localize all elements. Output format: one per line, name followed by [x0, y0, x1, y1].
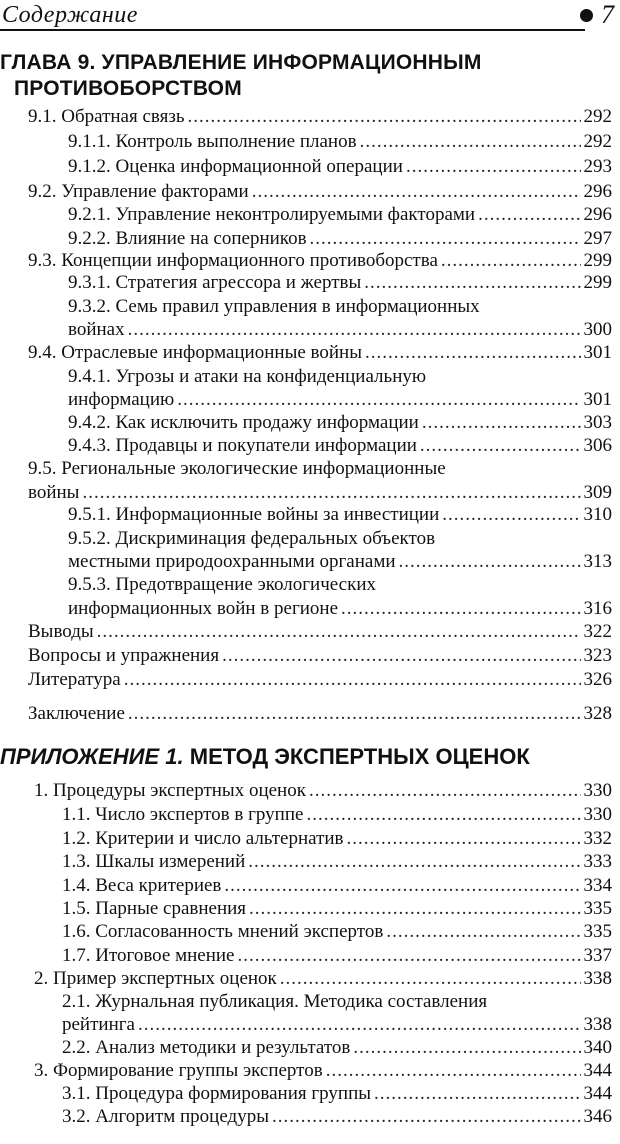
toc-entry [28, 250, 612, 272]
toc-entry-label: информационных войн в регионе [68, 598, 339, 619]
toc-entry-page: 292 [583, 106, 612, 127]
toc-entry-page: 306 [583, 435, 612, 456]
toc-entry-page: 316 [583, 598, 612, 619]
dot-leader [442, 504, 580, 526]
toc-entry-page: 322 [583, 621, 612, 642]
bullet-dot-icon [580, 9, 593, 22]
toc-entry-label: 2. Пример экспертных оценок [34, 968, 277, 989]
dot-leader [272, 1106, 581, 1128]
dot-leader [347, 828, 581, 850]
toc-entry-page: 300 [583, 319, 612, 340]
page-number-block [580, 0, 614, 30]
toc-entry-label: 1.3. Шкалы измерений [62, 851, 246, 872]
toc-entry-label: Литература [28, 669, 121, 690]
toc-entry [62, 1083, 612, 1105]
chapter-title [0, 50, 610, 102]
dot-leader [128, 703, 581, 725]
toc-entry-page: 340 [583, 1037, 612, 1058]
dot-leader [224, 875, 580, 897]
toc-entry-label: 9.2.2. Влияние на соперников [68, 228, 307, 249]
toc-entry [28, 703, 612, 725]
toc-entry [68, 598, 612, 620]
toc-entry-label: 1.7. Итоговое мнение [62, 945, 235, 966]
toc-entry [62, 898, 612, 920]
toc-entry-label: 9.5.1. Информационные войны за инвестиции [68, 504, 440, 525]
dot-leader [309, 780, 581, 802]
dot-leader [138, 1014, 581, 1036]
dot-leader [124, 669, 581, 691]
appendix-title [0, 744, 615, 770]
toc-entry-label: 9.4. Отраслевые информационные войны [28, 342, 362, 363]
toc-entry-page: 338 [583, 968, 612, 989]
dot-leader [249, 898, 580, 920]
toc-entry-page: 310 [583, 504, 612, 525]
dot-leader [128, 319, 581, 341]
toc-entry-label: 9.2.1. Управление неконтролируемыми факторами [68, 204, 476, 225]
appendix-title-text: МЕТОД ЭКСПЕРТНЫХ ОЦЕНОК [189, 744, 530, 769]
dot-leader [248, 851, 580, 873]
toc-entry-page: 334 [583, 875, 612, 896]
toc-entry [28, 106, 612, 128]
toc-entry [62, 828, 612, 850]
toc-entry [28, 181, 612, 203]
toc-entry-line1: 9.5. Региональные экологические информационные [28, 458, 446, 479]
toc-entry-label: Выводы [28, 621, 94, 642]
chapter-title-line2: ПРОТИВОБОРСТВОМ [14, 77, 242, 100]
toc-entry [28, 621, 612, 643]
toc-entry-label: 3.1. Процедура формирования группы [62, 1083, 372, 1104]
toc-entry-line1: 2.1. Журнальная публикация. Методика составления [62, 991, 488, 1012]
toc-entry-page: 309 [583, 482, 612, 503]
toc-entry-label: 9.3.1. Стратегия агрессора и жертвы [68, 272, 362, 293]
toc-entry-page: 335 [583, 921, 612, 942]
toc-entry-page: 337 [583, 945, 612, 966]
dot-leader [188, 106, 581, 128]
toc-entry [68, 131, 612, 153]
dot-leader [374, 1083, 580, 1105]
dot-leader [326, 1060, 581, 1082]
dot-leader [306, 804, 580, 826]
header-rule [0, 29, 585, 31]
toc-entry [68, 204, 612, 226]
toc-entry-label: информацию [68, 389, 175, 410]
toc-entry [68, 319, 612, 341]
toc-entry [68, 389, 612, 411]
toc-entry-label: войны [28, 482, 80, 503]
dot-leader [360, 131, 581, 153]
toc-entry-page: 346 [583, 1106, 612, 1127]
dot-leader [252, 181, 581, 203]
toc-entry [34, 1060, 612, 1082]
dot-leader [177, 389, 580, 411]
toc-entry-line1: 9.3.2. Семь правил управления в информационных [68, 296, 480, 317]
toc-entry-page: 293 [583, 156, 612, 177]
toc-entry [68, 435, 612, 457]
toc-entry-label: Заключение [28, 703, 125, 724]
toc-entry-label: 9.3. Концепции информационного противоборства [28, 250, 438, 271]
toc-entry-page: 330 [583, 804, 612, 825]
toc-entry-line1: 9.5.2. Дискриминация федеральных объектов [68, 528, 436, 549]
toc-entry-label: 2.2. Анализ методики и результатов [62, 1037, 351, 1058]
dot-leader [82, 482, 580, 504]
dot-leader [365, 342, 581, 364]
dot-leader [478, 204, 580, 226]
toc-entry [62, 921, 612, 943]
toc-entry-label: 1.6. Согласованность мнений экспертов [62, 921, 384, 942]
dot-leader [399, 551, 581, 573]
toc-entry-page: 333 [583, 851, 612, 872]
toc-entry [62, 1106, 612, 1128]
toc-entry-page: 313 [583, 551, 612, 572]
toc-entry-line1: 9.4.1. Угрозы и атаки на конфиденциальную [68, 366, 427, 387]
appendix-title-number: ПРИЛОЖЕНИЕ 1. [0, 744, 184, 769]
toc-entry-label: 9.1.2. Оценка информационной операции [68, 156, 403, 177]
toc-entry-label: рейтинга [62, 1014, 135, 1035]
toc-entry-label: 9.4.2. Как исключить продажу информации [68, 412, 419, 433]
toc-entry-page: 330 [583, 780, 612, 801]
dot-leader [353, 1037, 580, 1059]
toc-entry [62, 851, 612, 873]
dot-leader [341, 598, 580, 620]
page-number: 7 [601, 0, 614, 29]
dot-leader [406, 156, 581, 178]
dot-leader [386, 921, 580, 943]
toc-entry-label: Вопросы и упражнения [28, 645, 220, 666]
dot-leader [238, 945, 581, 967]
toc-entry-page: 299 [583, 250, 612, 271]
toc-entry-label: местными природоохранными органами [68, 551, 396, 572]
dot-leader [422, 412, 581, 434]
toc-entry-page: 344 [583, 1083, 612, 1104]
toc-entry-page: 338 [583, 1014, 612, 1035]
toc-entry-page: 303 [583, 412, 612, 433]
toc-entry-label: 1.5. Парные сравнения [62, 898, 247, 919]
toc-entry-label: 3. Формирование группы экспертов [34, 1060, 323, 1081]
toc-entry [68, 551, 612, 573]
chapter-title-line1: ГЛАВА 9. УПРАВЛЕНИЕ ИНФОРМАЦИОННЫМ [0, 51, 482, 74]
toc-entry-page: 301 [583, 389, 612, 410]
toc-entry-page: 323 [583, 645, 612, 666]
toc-entry-label: 9.2. Управление факторами [28, 181, 249, 202]
toc-entry-label: 1.1. Число экспертов в группе [62, 804, 304, 825]
toc-entry [62, 1014, 612, 1036]
toc-entry [68, 504, 612, 526]
toc-entry [62, 945, 612, 967]
dot-leader [280, 968, 581, 990]
toc-entry-label: 1. Процедуры экспертных оценок [34, 780, 306, 801]
running-title: Содержание [2, 2, 138, 28]
toc-entry [62, 875, 612, 897]
toc-entry [68, 228, 612, 250]
toc-entry-page: 296 [583, 204, 612, 225]
toc-entry [68, 272, 612, 294]
toc-entry-label: войнах [68, 319, 125, 340]
toc-entry-page: 301 [583, 342, 612, 363]
toc-entry [62, 1037, 612, 1059]
toc-entry-page: 335 [583, 898, 612, 919]
toc-entry-label: 9.1. Обратная связь [28, 106, 185, 127]
toc-entry-page: 332 [583, 828, 612, 849]
toc-entry-line1: 9.5.3. Предотвращение экологических [68, 574, 377, 595]
toc-entry-label: 9.1.1. Контроль выполнение планов [68, 131, 357, 152]
toc-entry-page: 328 [583, 703, 612, 724]
toc-entry-page: 296 [583, 181, 612, 202]
toc-entry [34, 968, 612, 990]
toc-entry [28, 342, 612, 364]
toc-entry [28, 645, 612, 667]
dot-leader [310, 228, 581, 250]
dot-leader [364, 272, 580, 294]
toc-entry-label: 1.4. Веса критериев [62, 875, 222, 896]
toc-entry [68, 412, 612, 434]
toc-entry-label: 9.4.3. Продавцы и покупатели информации [68, 435, 417, 456]
toc-entry-page: 299 [583, 272, 612, 293]
dot-leader [222, 645, 580, 667]
toc-entry-page: 292 [583, 131, 612, 152]
dot-leader [441, 250, 581, 272]
toc-entry-label: 1.2. Критерии и число альтернатив [62, 828, 344, 849]
page-header [0, 0, 620, 34]
toc-entry-page: 326 [583, 669, 612, 690]
toc-entry [62, 804, 612, 826]
toc-entry [28, 482, 612, 504]
toc-entry-label: 3.2. Алгоритм процедуры [62, 1106, 269, 1127]
toc-entry [68, 156, 612, 178]
toc-entry-page: 297 [583, 228, 612, 249]
toc-entry [34, 780, 612, 802]
dot-leader [97, 621, 581, 643]
toc-entry-page: 344 [583, 1060, 612, 1081]
toc-entry [28, 669, 612, 691]
dot-leader [420, 435, 581, 457]
